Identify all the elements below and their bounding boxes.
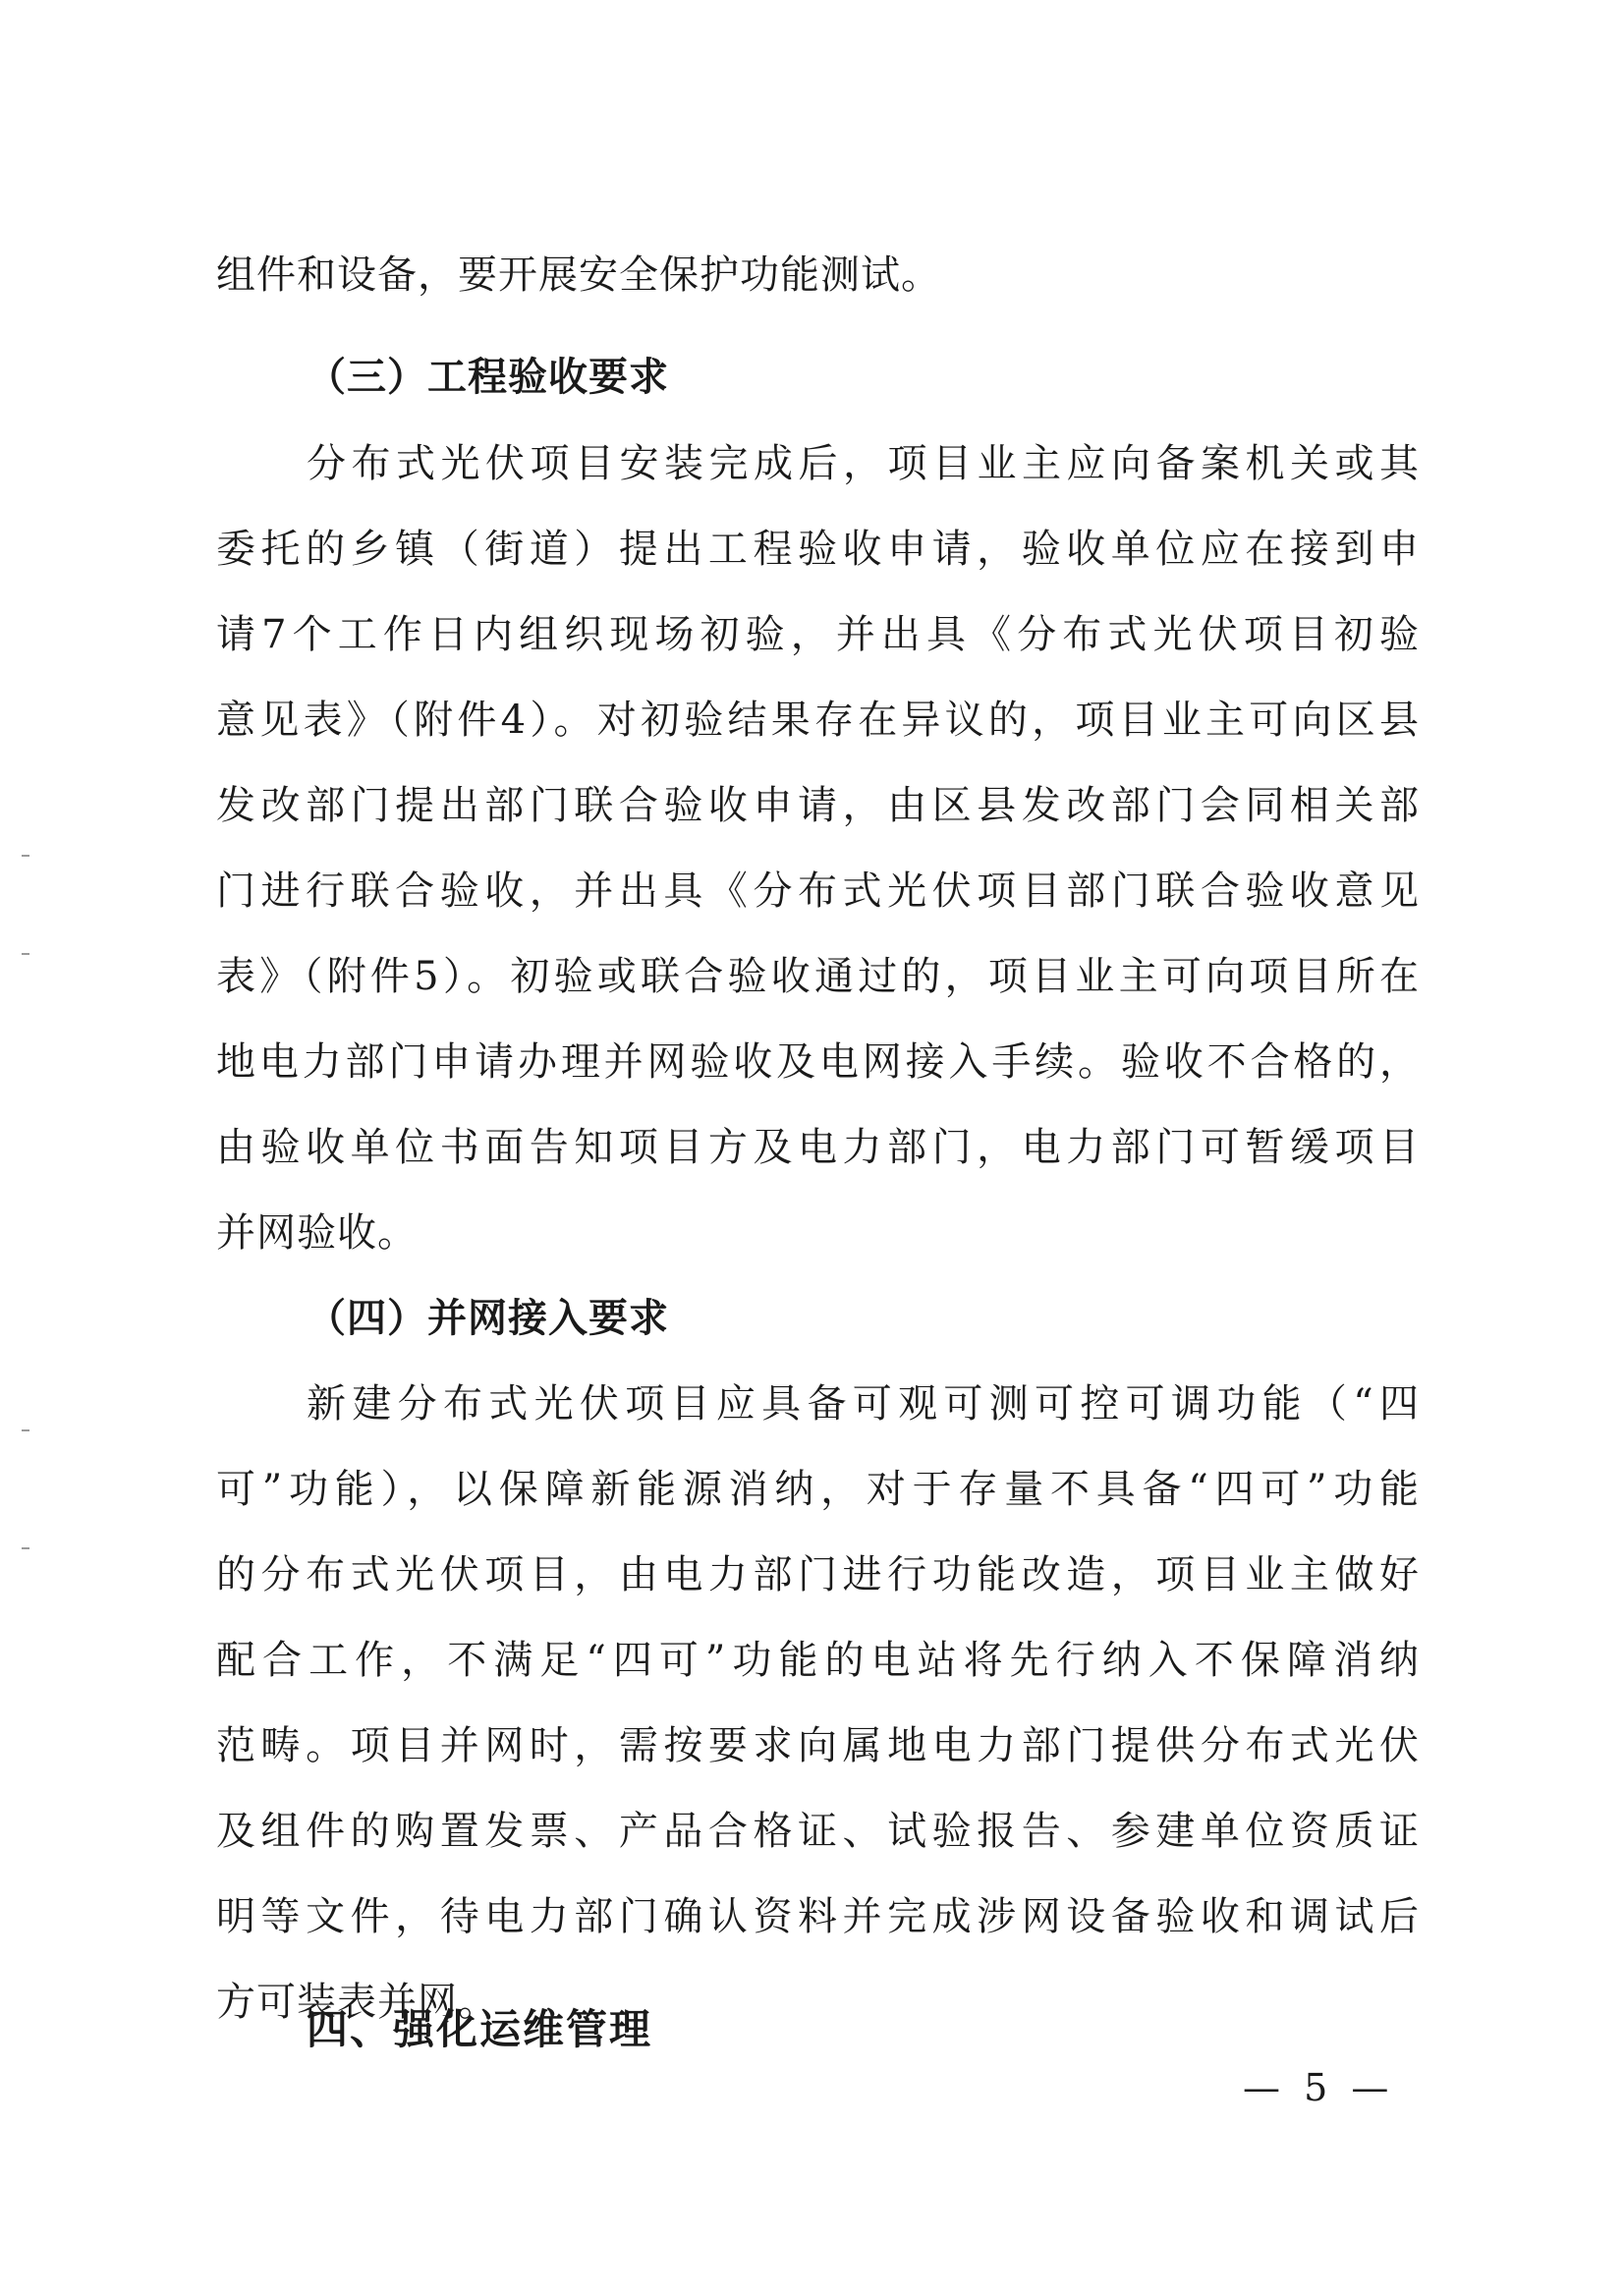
paragraph-line: 并网验收。 bbox=[216, 1210, 418, 1256]
paragraph-line: 表》（附件5）。初验或联合验收通过的，项目业主可向项目所在 bbox=[216, 954, 1420, 999]
subsection-heading: （三）工程验收要求 bbox=[307, 355, 669, 400]
paragraph-line: 可”功能），以保障新能源消纳，对于存量不具备“四可”功能 bbox=[216, 1467, 1420, 1512]
subsection-heading: （四）并网接入要求 bbox=[307, 1296, 669, 1341]
paragraph-line: 配合工作，不满足“四可”功能的电站将先行纳入不保障消纳 bbox=[216, 1638, 1420, 1683]
paragraph-line: 范畴。项目并网时，需按要求向属地电力部门提供分布式光伏 bbox=[216, 1723, 1420, 1768]
paragraph-line: 分布式光伏项目安装完成后，项目业主应向备案机关或其 bbox=[307, 441, 1420, 486]
paragraph-line: 由验收单位书面告知项目方及电力部门，电力部门可暂缓项目 bbox=[216, 1125, 1420, 1170]
paragraph-line: 地电力部门申请办理并网验收及电网接入手续。验收不合格的， bbox=[216, 1039, 1420, 1085]
paragraph-line: 委托的乡镇（街道）提出工程验收申请，验收单位应在接到申 bbox=[216, 527, 1420, 572]
paragraph-line: 的分布式光伏项目，由电力部门进行功能改造，项目业主做好 bbox=[216, 1552, 1420, 1597]
section-title: 四、强化运维管理 bbox=[307, 2005, 653, 2053]
scan-mark bbox=[22, 855, 29, 857]
scan-mark bbox=[22, 1547, 29, 1549]
paragraph-line: 及组件的购置发票、产品合格证、试验报告、参建单位资质证 bbox=[216, 1809, 1420, 1854]
paragraph-line: 明等文件，待电力部门确认资料并完成涉网设备验收和调试后 bbox=[216, 1894, 1420, 1939]
paragraph-line: 发改部门提出部门联合验收申请，由区县发改部门会同相关部 bbox=[216, 783, 1420, 828]
paragraph-line: 新建分布式光伏项目应具备可观可测可控可调功能（“四 bbox=[307, 1381, 1420, 1427]
page-number: — 5 — bbox=[1243, 2066, 1395, 2109]
scan-mark bbox=[22, 1429, 29, 1431]
paragraph-line: 请7个工作日内组织现场初验，并出具《分布式光伏项目初验 bbox=[216, 612, 1420, 657]
paragraph-line: 方可装表并网。 bbox=[216, 1980, 498, 2025]
paragraph-line: 意见表》（附件4）。对初验结果存在异议的，项目业主可向区县 bbox=[216, 698, 1420, 743]
paragraph-line: 组件和设备，要开展安全保护功能测试。 bbox=[216, 252, 941, 298]
paragraph-line: 门进行联合验收，并出具《分布式光伏项目部门联合验收意见 bbox=[216, 868, 1420, 914]
scan-mark bbox=[22, 953, 29, 955]
